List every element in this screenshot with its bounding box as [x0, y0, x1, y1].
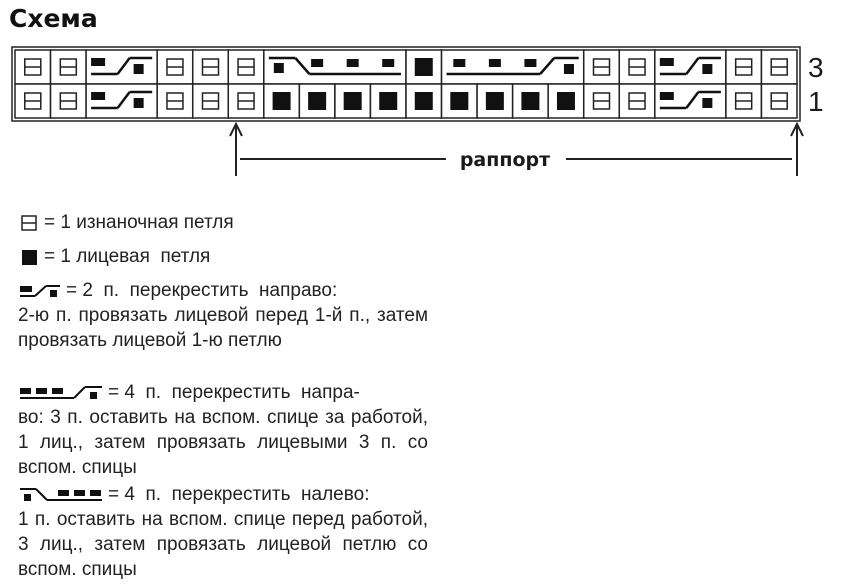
chart-cell-purl — [157, 50, 193, 84]
chart-cell-purl — [761, 84, 797, 118]
chart-cell-purl — [228, 84, 264, 118]
chart-cell-knit — [548, 84, 584, 118]
chart-cell-knit — [299, 84, 335, 118]
chart-cell-cross — [655, 84, 726, 118]
legend-cross-4-left — [18, 482, 428, 582]
chart-cell-cross — [264, 50, 406, 84]
cross-2-right-symbol-icon — [18, 281, 62, 301]
legend-cross-4-right — [18, 380, 428, 480]
scheme-title: Схема — [9, 4, 98, 33]
chart-cell-purl — [619, 84, 655, 118]
legend-knit — [18, 244, 428, 269]
chart-cell-cross — [86, 50, 157, 84]
legend-cross-2 — [18, 278, 428, 353]
chart-cell-knit — [335, 84, 371, 118]
knit-symbol-icon — [18, 247, 40, 267]
chart-cell-purl — [15, 50, 51, 84]
chart-cell-cross — [442, 50, 584, 84]
row-number-1: 1 — [808, 86, 824, 117]
legend-knit-text: = 1 лицевая петля — [44, 246, 211, 267]
chart-cell-purl — [726, 50, 762, 84]
legend-purl-text: = 1 изнаночная петля — [44, 212, 234, 233]
chart-cell-knit — [370, 84, 406, 118]
legend-purl — [18, 210, 428, 235]
chart-cell-purl — [761, 50, 797, 84]
chart-grid — [12, 47, 800, 121]
chart-cell-purl — [619, 50, 655, 84]
chart-cell-knit — [406, 84, 442, 118]
chart-cell-knit — [442, 84, 478, 118]
chart-cell-knit — [264, 84, 300, 118]
legend-cross-2-head: = 2 п. перекрестить направо: — [66, 280, 338, 301]
legend-cross-4-left-desc: 1 п. оставить на вспом. спице перед работой, 3 лиц., затем провязать лицевой петлю со вспом. спицы — [18, 509, 428, 580]
chart-cell-knit — [406, 50, 442, 84]
repeat-label: раппорт — [459, 149, 551, 171]
chart-cell-purl — [584, 50, 620, 84]
knitting-chart — [0, 0, 849, 185]
chart-cell-purl — [193, 50, 229, 84]
chart-cell-purl — [726, 84, 762, 118]
chart-cell-cross — [655, 50, 726, 84]
row-number-3: 3 — [808, 52, 824, 83]
legend-cross-2-desc: 2-ю п. провязать лицевой перед 1-й п., затем провязать лицевой 1-ю петлю — [18, 305, 428, 351]
chart-cell-purl — [584, 84, 620, 118]
chart-cell-purl — [15, 84, 51, 118]
cross-4-left-symbol-icon — [18, 485, 104, 505]
purl-symbol-icon — [18, 213, 40, 233]
chart-cell-cross — [86, 84, 157, 118]
chart-cell-knit — [477, 84, 513, 118]
legend-cross-4-right-desc: во: 3 п. оставить на вспом. спице за работой, 1 лиц., затем провязать лицевыми 3 п. со вспом. спицы — [18, 407, 428, 478]
cross-4-right-symbol-icon — [18, 383, 104, 403]
chart-cell-purl — [228, 50, 264, 84]
chart-cell-purl — [157, 84, 193, 118]
chart-cell-knit — [513, 84, 549, 118]
legend-cross-4-left-head: = 4 п. перекрестить налево: — [108, 484, 370, 505]
chart-cell-purl — [51, 84, 87, 118]
chart-cell-purl — [51, 50, 87, 84]
chart-cell-purl — [193, 84, 229, 118]
legend-cross-4-right-head: = 4 п. перекрестить напра- — [108, 382, 360, 403]
